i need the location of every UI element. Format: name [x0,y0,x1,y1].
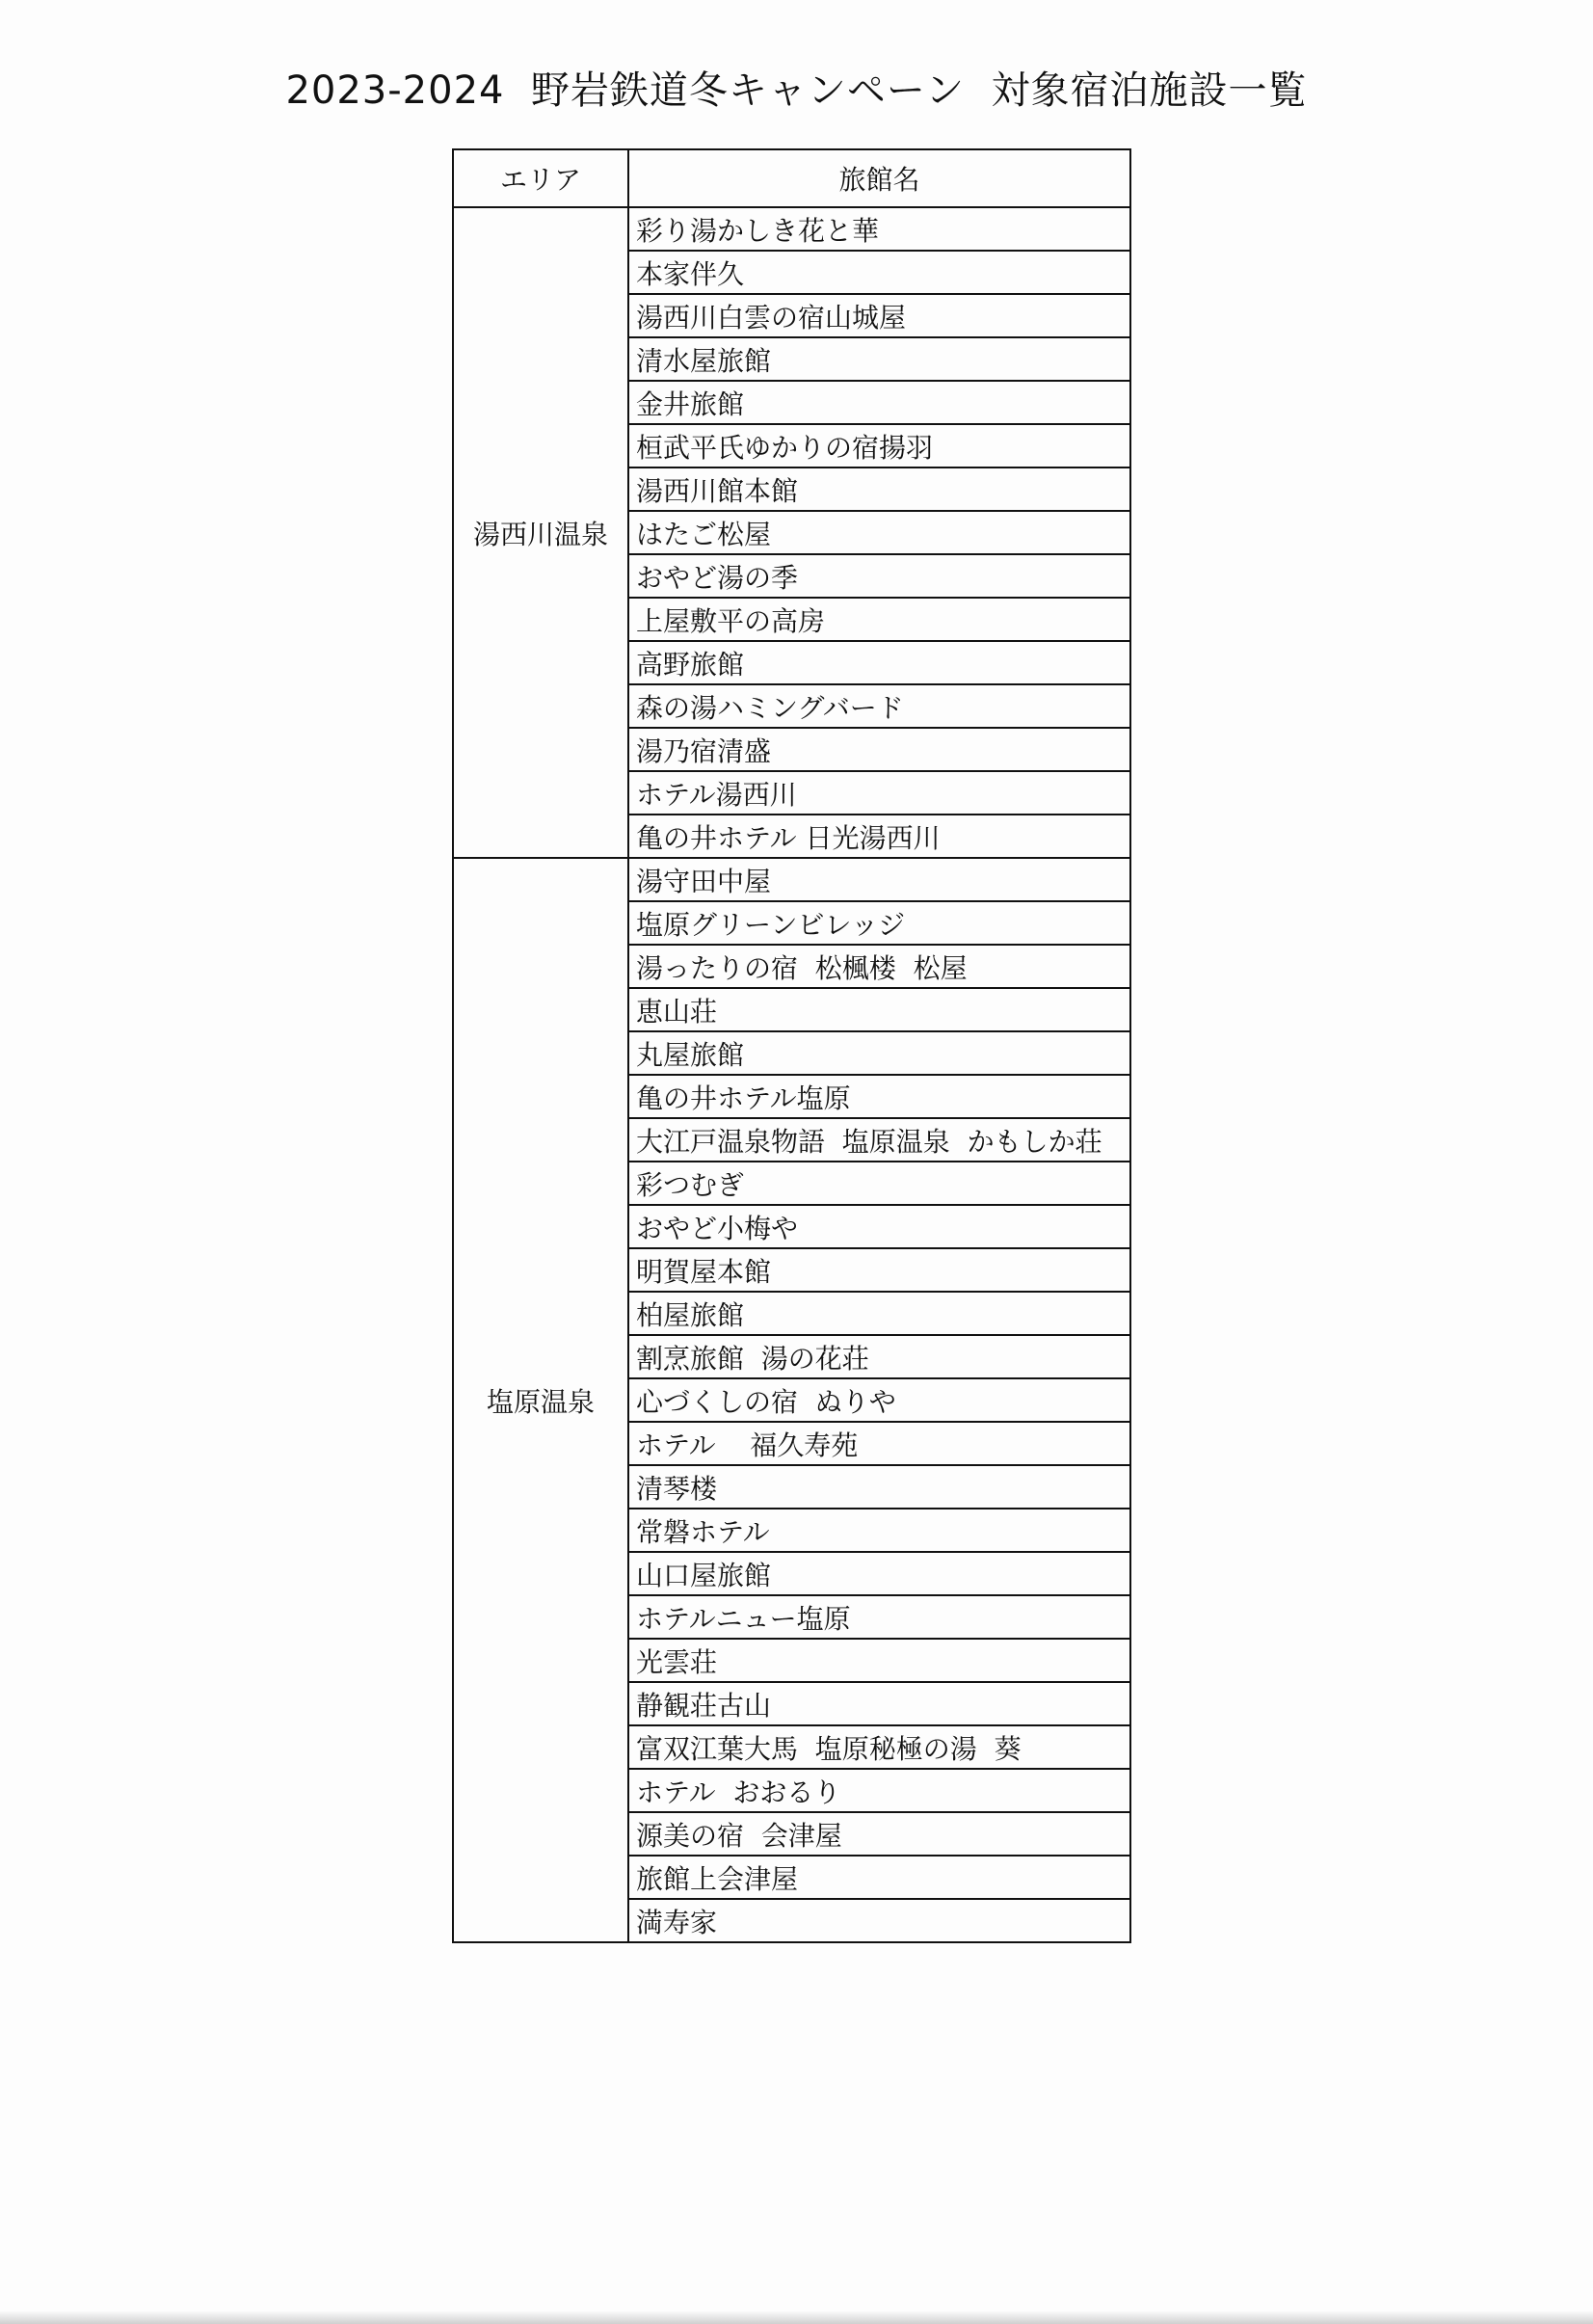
ryokan-name-cell: ホテル湯西川 [628,771,1130,815]
ryokan-name-cell: 彩つむぎ [628,1162,1130,1205]
ryokan-name-cell: 金井旅館 [628,381,1130,424]
ryokan-name-cell: 本家伴久 [628,251,1130,294]
ryokan-name-cell: おやど湯の季 [628,554,1130,598]
ryokan-name-cell: 湯西川館本館 [628,467,1130,511]
ryokan-name-cell: 湯守田中屋 [628,858,1130,901]
area-cell: 塩原温泉 [453,858,628,1942]
ryokan-name-cell: 常磐ホテル [628,1509,1130,1552]
ryokan-name-cell: 源美の宿 会津屋 [628,1812,1130,1856]
ryokan-name-cell: 割烹旅館 湯の花荘 [628,1335,1130,1378]
ryokan-name-cell: 旅館上会津屋 [628,1856,1130,1899]
ryokan-name-cell: 森の湯ハミングバード [628,684,1130,728]
ryokan-name-cell: 桓武平氏ゆかりの宿揚羽 [628,424,1130,467]
ryokan-name-cell: 塩原グリーンビレッジ [628,901,1130,945]
ryokan-name-cell: 富双江葉大馬 塩原秘極の湯 葵 [628,1725,1130,1769]
ryokan-name-cell: 湯西川白雲の宿山城屋 [628,294,1130,337]
ryokan-name-cell: はたご松屋 [628,511,1130,554]
ryokan-name-cell: 山口屋旅館 [628,1552,1130,1595]
table-header-row [453,149,1130,207]
ryokan-name-cell: 高野旅館 [628,641,1130,684]
ryokan-name-cell: 湯ったりの宿 松楓楼 松屋 [628,945,1130,988]
ryokan-name-cell: ホテル 福久寿苑 [628,1422,1130,1465]
paper-edge [0,2311,1593,2324]
ryokan-name-cell: おやど小梅や [628,1205,1130,1248]
table-body [453,207,1130,1942]
ryokan-name-cell: 恵山荘 [628,988,1130,1031]
ryokan-name-cell: 光雲荘 [628,1639,1130,1682]
name-column-header: 旅館名 [628,149,1130,207]
area-cell: 湯西川温泉 [453,207,628,858]
ryokan-name-cell: 柏屋旅館 [628,1292,1130,1335]
table-row [453,207,1130,251]
ryokan-table [452,148,1131,1943]
page-title: 2023-2024 野岩鉄道冬キャンペーン 対象宿泊施設一覧 [285,68,1308,113]
ryokan-name-cell: 丸屋旅館 [628,1031,1130,1075]
ryokan-name-cell: 上屋敷平の高房 [628,598,1130,641]
ryokan-name-cell: 静観荘古山 [628,1682,1130,1725]
ryokan-name-cell: 清水屋旅館 [628,337,1130,381]
table-row [453,858,1130,901]
ryokan-name-cell: 彩り湯かしき花と華 [628,207,1130,251]
ryokan-name-cell: 明賀屋本館 [628,1248,1130,1292]
ryokan-name-cell: 大江戸温泉物語 塩原温泉 かもしか荘 [628,1118,1130,1162]
ryokan-name-cell: 亀の井ホテル 日光湯西川 [628,815,1130,858]
ryokan-name-cell: ホテル おおるり [628,1769,1130,1812]
ryokan-name-cell: 湯乃宿清盛 [628,728,1130,771]
ryokan-name-cell: ホテルニュー塩原 [628,1595,1130,1639]
area-column-header: エリア [453,149,628,207]
ryokan-name-cell: 満寿家 [628,1899,1130,1942]
ryokan-name-cell: 心づくしの宿 ぬりや [628,1378,1130,1422]
ryokan-name-cell: 亀の井ホテル塩原 [628,1075,1130,1118]
ryokan-name-cell: 清琴楼 [628,1465,1130,1509]
